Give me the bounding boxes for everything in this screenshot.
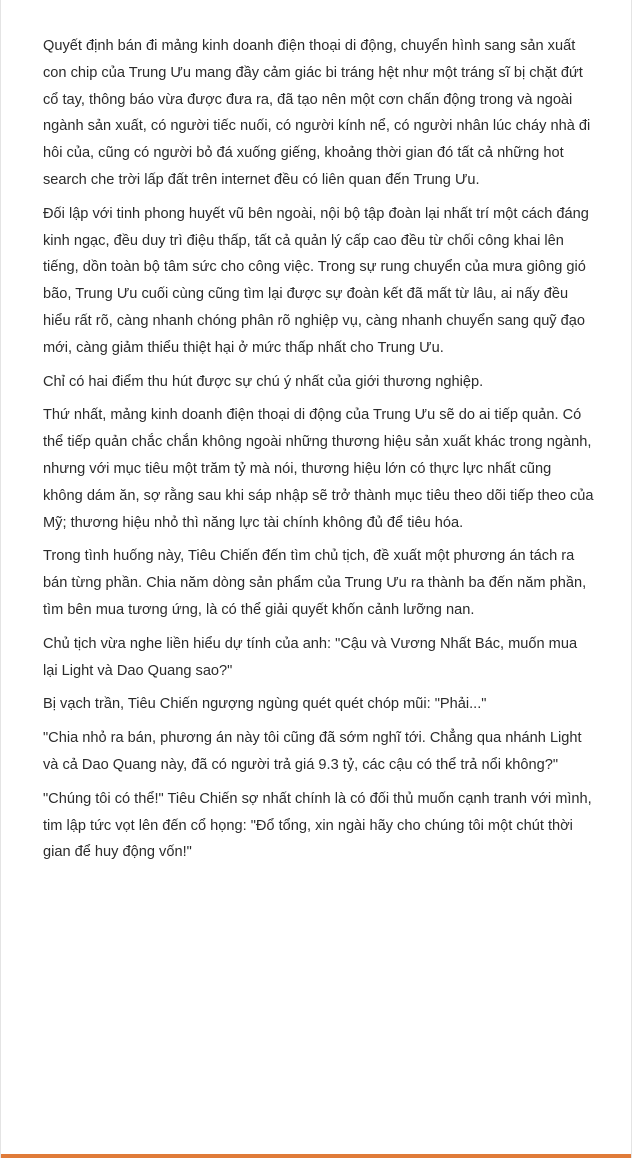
article-body (43, 33, 595, 873)
paragraph-5: Trong tình huống này, Tiêu Chiến đến tìm chủ tịch, đề xuất một phương án tách ra bán từng phần. Chia năm dòng sản phẩm của Trung Ưu ra thành ba đến năm phần, tìm bên mua tương ứng, là có thể giải quyết khốn cảnh lưỡng nan. (43, 548, 587, 618)
bottom-accent-bar (1, 1154, 631, 1158)
paragraph-3: Chỉ có hai điểm thu hút được sự chú ý nhất của giới thương nghiệp. (43, 373, 484, 390)
paragraph-4: Thứ nhất, mảng kinh doanh điện thoại di động của Trung Ưu sẽ do ai tiếp quản. Có thể tiếp quản chắc chắn không ngoài những thương hiệu sản xuất khác trong ngành, nhưng với mục tiêu một trăm tỷ mà nói, thương hiệu lớn có thực lực nhất cũng không dám ăn, sợ rằng sau khi sáp nhập sẽ trở thành mục tiêu theo dõi tiếp theo của Mỹ; thương hiệu nhỏ thì năng lực tài chính không đủ để tiêu hóa. (43, 407, 594, 531)
paragraph-6: Chủ tịch vừa nghe liền hiểu dự tính của anh: "Cậu và Vương Nhất Bác, muốn mua lại Light và Dao Quang sao?" (43, 635, 578, 679)
paragraph-1: Quyết định bán đi mảng kinh doanh điện thoại di động, chuyển hình sang sản xuất con chip của Trung Ưu mang đầy cảm giác bi tráng hệt như một tráng sĩ bị chặt đứt cổ tay, thông báo vừa được đưa ra, đã tạo nên một cơn chấn động trong và ngoài ngành sản xuất, có người tiếc nuối, có người kính nể, có người nhân lúc cháy nhà đi hôi của, cũng có người bỏ đá xuống giếng, khoảng thời gian đó tất cả những hot search che trời lấp đất trên internet đều có liên quan đến Trung Ưu. (43, 38, 591, 188)
paragraph-8: "Chia nhỏ ra bán, phương án này tôi cũng đã sớm nghĩ tới. Chẳng qua nhánh Light và cả Dao Quang này, đã có người trả giá 9.3 tỷ, các cậu có thể trả nổi không?" (43, 730, 582, 773)
paragraph-9: "Chúng tôi có thể!" Tiêu Chiến sợ nhất chính là có đối thủ muốn cạnh tranh với mình, tim lập tức vọt lên đến cổ họng: "Đổ tổng, xin ngài hãy cho chúng tôi một chút thời gian để huy động vốn!" (43, 790, 592, 861)
paragraph-7: Bị vạch trần, Tiêu Chiến ngượng ngùng quét quét chóp mũi: "Phải..." (43, 696, 487, 713)
paragraph-2: Đối lập với tinh phong huyết vũ bên ngoài, nội bộ tập đoàn lại nhất trí một cách đáng kinh ngạc, đều duy trì điệu thấp, tất cả quản lý cấp cao đều từ chối công khai lên tiếng, dồn toàn bộ tâm sức cho công việc. Trong sự rung chuyển của mưa giông gió bão, Trung Ưu cuối cùng cũng tìm lại được sự đoàn kết đã mất từ lâu, ai nấy đều hiểu rất rõ, càng nhanh chóng phân rõ nghiệp vụ, càng nhanh chuyển sang quỹ đạo mới, càng giảm thiểu thiệt hại ở mức thấp nhất cho Trung Ưu. (43, 205, 589, 356)
